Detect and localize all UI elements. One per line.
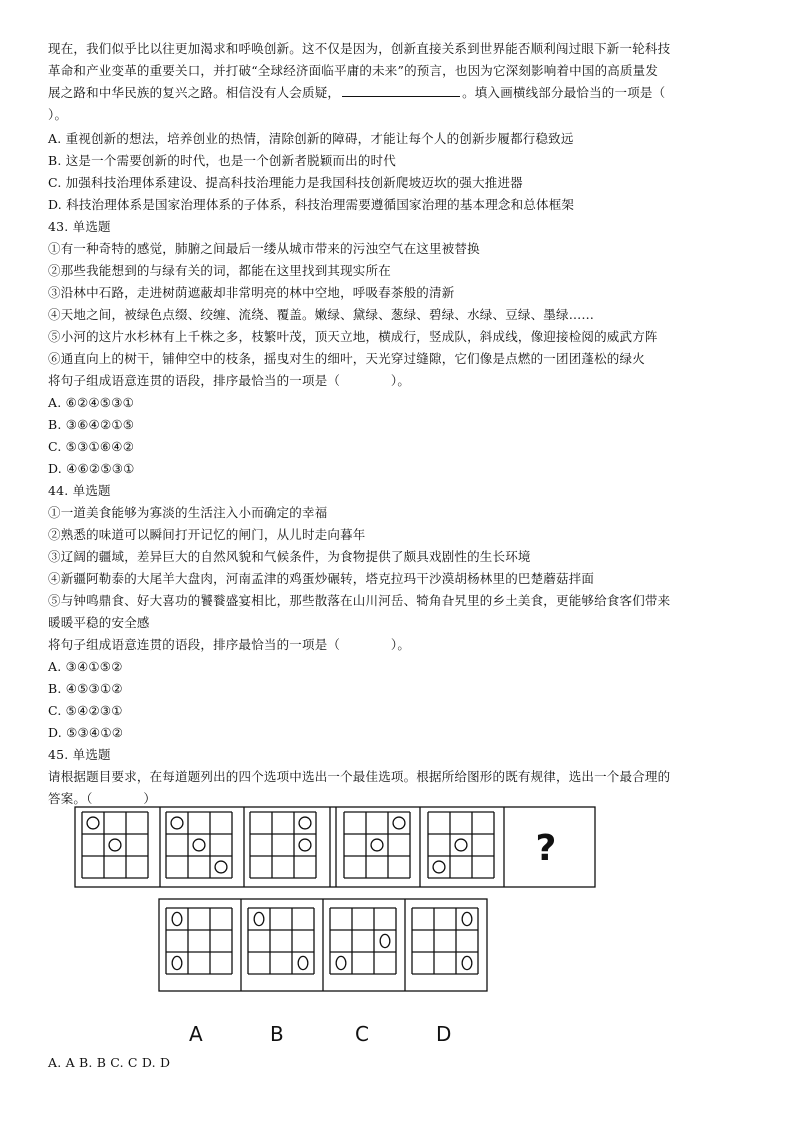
answer-label-a: A bbox=[189, 1022, 203, 1046]
circle-mark bbox=[462, 956, 472, 969]
sequence-panels bbox=[75, 807, 595, 887]
sequence-figure bbox=[74, 806, 596, 888]
circle-mark bbox=[371, 839, 383, 851]
sequence-grid-5 bbox=[428, 812, 494, 878]
q44-sentence-5-cont: 暖暖平稳的安全感 bbox=[48, 615, 150, 630]
question-mark: ? bbox=[535, 828, 557, 869]
q44-sentence-5: ⑤与钟鸣鼎食、好大喜功的饕餮盛宴相比，那些散落在山川河岳、犄角旮旯里的乡土美食，更能够给食客们带来 bbox=[48, 593, 671, 608]
sequence-outer-frame bbox=[75, 807, 595, 887]
answer-grid-a bbox=[166, 908, 232, 974]
q43-sentence-2: ②那些我能想到的与绿有关的词，都能在这里找到其现实所在 bbox=[48, 263, 391, 278]
q42-option-a: A. 重视创新的想法，培养创业的热情，清除创新的障碍，才能让每个人的创新步履都行稳致远 bbox=[48, 131, 574, 146]
q45-instruction-cont: 答案。（ ） bbox=[48, 791, 157, 806]
circle-mark bbox=[215, 861, 227, 873]
answer-grid-c bbox=[330, 908, 396, 974]
q44-sentence-2: ②熟悉的味道可以瞬间打开记忆的闸门，从儿时走向暮年 bbox=[48, 527, 366, 542]
passage-line: ）。 bbox=[48, 107, 68, 122]
q42-option-b: B. 这是一个需要创新的时代，也是一个创新者脱颖而出的时代 bbox=[48, 153, 396, 168]
q42-option-c: C. 加强科技治理体系建设、提高科技治理能力是我国科技创新爬坡迈坎的强大推进器 bbox=[48, 175, 523, 190]
q42-option-d: D. 科技治理体系是国家治理体系的子体系，科技治理需要遵循国家治理的基本理念和总体框架 bbox=[48, 197, 575, 212]
circle-mark bbox=[299, 817, 311, 829]
circle-mark bbox=[336, 956, 346, 969]
q45-instruction: 请根据题目要求，在每道题列出的四个选项中选出一个最佳选项。根据所给图形的既有规律，选出一个最合理的 bbox=[48, 769, 671, 784]
sequence-grid-2 bbox=[166, 812, 232, 878]
q43-option-b: B. ③⑥④②①⑤ bbox=[48, 417, 135, 432]
q43-option-d: D. ④⑥②⑤③① bbox=[48, 461, 135, 476]
circle-mark bbox=[393, 817, 405, 829]
q43-option-c: C. ⑤③①⑥④② bbox=[48, 439, 135, 454]
circle-mark bbox=[299, 839, 311, 851]
q44-header: 44. 单选题 bbox=[48, 483, 111, 498]
q43-prompt: 将句子组成语意连贯的语段，排序最恰当的一项是（ ）。 bbox=[48, 373, 411, 388]
answer-label-d: D bbox=[436, 1022, 452, 1046]
sequence-grid-1 bbox=[82, 812, 148, 878]
passage-line: 展之路和中华民族的复兴之路。相信没有人会质疑， 。填入画横线部分最恰当的一项是（ bbox=[48, 85, 666, 100]
q44-sentence-4: ④新疆阿勒泰的大尾羊大盘肉，河南孟津的鸡蛋炒碾转，塔克拉玛干沙漠胡杨林里的巴楚蘑菇拌面 bbox=[48, 571, 595, 586]
circle-mark bbox=[298, 956, 308, 969]
q44-sentence-3: ③辽阔的疆域，差异巨大的自然风貌和气候条件，为食物提供了颇具戏剧性的生长环境 bbox=[48, 549, 531, 564]
q43-sentence-3: ③沿林中石路，走进树荫遮蔽却非常明亮的林中空地，呼吸春茶般的清新 bbox=[48, 285, 455, 300]
circle-mark bbox=[193, 839, 205, 851]
answer-grid-b bbox=[248, 908, 314, 974]
circle-mark bbox=[455, 839, 467, 851]
q44-option-d: D. ⑤③④①② bbox=[48, 725, 124, 740]
sequence-grid-4 bbox=[344, 812, 410, 878]
q43-option-a: A. ⑥②④⑤③① bbox=[48, 395, 135, 410]
q44-option-b: B. ④⑤③①② bbox=[48, 681, 123, 696]
answer-blank bbox=[342, 84, 460, 97]
answer-label-b: B bbox=[270, 1022, 284, 1046]
answer-grid-d bbox=[412, 908, 478, 974]
circle-mark bbox=[171, 817, 183, 829]
q43-sentence-4: ④天地之间，被绿色点缀、绞缠、流绕、覆盖。嫩绿、黛绿、葱绿、碧绿、水绿、豆绿、墨绿…… bbox=[48, 307, 595, 322]
circle-mark bbox=[254, 912, 264, 925]
sequence-grid-3 bbox=[250, 812, 316, 878]
circle-mark bbox=[462, 912, 472, 925]
circle-mark bbox=[87, 817, 99, 829]
circle-mark bbox=[172, 912, 182, 925]
q43-header: 43. 单选题 bbox=[48, 219, 111, 234]
passage-line: 现在，我们似乎比以往更加渴求和呼唤创新。这不仅是因为，创新直接关系到世界能否顺利闯过眼下新一轮科技 bbox=[48, 41, 671, 56]
q45-header: 45. 单选题 bbox=[48, 747, 111, 762]
q43-sentence-6: ⑥通直向上的树干，铺伸空中的枝条，摇曳对生的细叶，天光穿过缝隙，它们像是点燃的一团团蓬松的绿火 bbox=[48, 351, 645, 366]
answer-panels bbox=[159, 899, 487, 991]
q44-prompt: 将句子组成语意连贯的语段，排序最恰当的一项是（ ）。 bbox=[48, 637, 411, 652]
answer-figure bbox=[158, 898, 488, 992]
q45-options: A. A B. B C. C D. D bbox=[48, 1055, 171, 1070]
circle-mark bbox=[109, 839, 121, 851]
circle-mark bbox=[433, 861, 445, 873]
q44-option-c: C. ⑤④②③① bbox=[48, 703, 123, 718]
passage-line: 革命和产业变革的重要关口，并打破“全球经济面临平庸的未来”的预言，也因为它深刻影响着中国的高质量发 bbox=[48, 63, 659, 78]
q43-sentence-1: ①有一种奇特的感觉，肺腑之间最后一缕从城市带来的污浊空气在这里被替换 bbox=[48, 241, 480, 256]
q44-sentence-1: ①一道美食能够为寡淡的生活注入小而确定的幸福 bbox=[48, 505, 328, 520]
answer-label-c: C bbox=[355, 1022, 369, 1046]
q44-option-a: A. ③④①⑤② bbox=[48, 659, 123, 674]
circle-mark bbox=[380, 934, 390, 947]
q43-sentence-5: ⑤小河的这片水杉林有上千株之多，枝繁叶茂，顶天立地，横成行，竖成队，斜成线，像迎接检阅的威武方阵 bbox=[48, 329, 658, 344]
circle-mark bbox=[172, 956, 182, 969]
